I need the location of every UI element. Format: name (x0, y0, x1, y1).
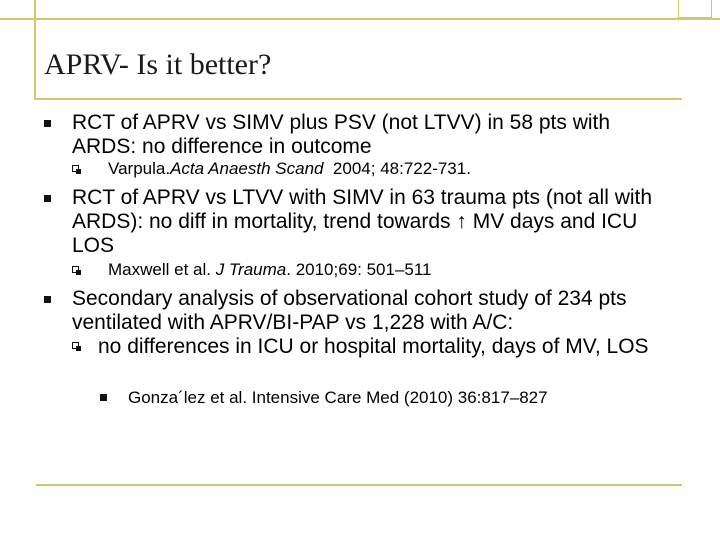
slide-title: APRV- Is it better? (44, 48, 272, 81)
corner-decoration (678, 0, 712, 18)
sub-bullet-marker (72, 165, 79, 172)
citation: Maxwell et al. J Trauma. 2010;69: 501–511 (108, 260, 432, 279)
bullet-marker (44, 120, 51, 127)
bullet-text: RCT of APRV vs LTVV with SIMV in 63 trauma pts (not all with ARDS): no diff in mortality, trend towards ↑ MV days and ICU LOS (72, 186, 653, 257)
citation: Varpula.Acta Anaesth Scand 2004; 48:722-731. (108, 159, 471, 178)
bottom-rule (36, 484, 682, 486)
top-rule (0, 18, 720, 20)
title-underline (36, 98, 682, 100)
bullet-text: Secondary analysis of observational cohort study of 234 pts ventilated with APRV/BI-PAP vs 1,228 with A/C: (72, 287, 627, 334)
sub-bullet-marker (72, 266, 79, 273)
bullet-text: RCT of APRV vs SIMV plus PSV (not LTVV) in 58 pts with ARDS: no difference in outcome (72, 111, 611, 158)
sub-sub-bullet-marker (100, 394, 107, 401)
citation: Gonza´lez et al. Intensive Care Med (2010) 36:817–827 (128, 388, 548, 407)
left-rule (34, 0, 36, 100)
sub-bullet-text: no differences in ICU or hospital mortality, days of MV, LOS (98, 335, 649, 358)
sub-bullet-marker (72, 342, 79, 349)
bullet-marker (44, 195, 51, 202)
bullet-marker (44, 296, 51, 303)
